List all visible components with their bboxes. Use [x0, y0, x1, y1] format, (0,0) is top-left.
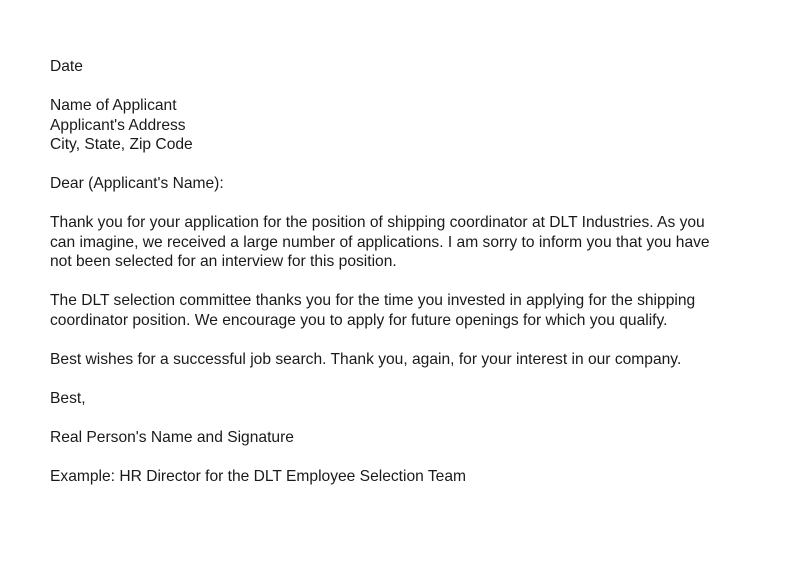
body-paragraph-1 [50, 213, 750, 272]
letter-date [50, 57, 750, 77]
closing [50, 389, 750, 409]
signature-text: Real Person's Name and Signature [50, 428, 294, 446]
recipient-block [50, 96, 750, 155]
body-paragraph-3-text: Best wishes for a successful job search. Thank you, again, for your interest in our company. [50, 350, 682, 368]
sender-title-text: Example: HR Director for the DLT Employee Selection Team [50, 467, 467, 485]
body-paragraph-2-line-1: The DLT selection committee thanks you for the time you invested in applying for the shipping [50, 292, 696, 309]
recipient-city-state-zip: City, State, Zip Code [50, 136, 193, 153]
body-paragraph-1-line-1: Thank you for your application for the position of shipping coordinator at DLT Industries. As you [50, 214, 705, 231]
salutation-text: Dear (Applicant's Name): [50, 175, 224, 192]
sender-title [50, 467, 750, 487]
closing-text: Best, [50, 389, 86, 407]
salutation [50, 174, 750, 194]
date-text: Date [50, 58, 83, 75]
recipient-name: Name of Applicant [50, 97, 177, 114]
body-paragraph-1-line-2: can imagine, we received a large number of applications. I am sorry to inform you that you have [50, 233, 710, 251]
rejection-letter [50, 57, 750, 486]
body-paragraph-3 [50, 350, 750, 370]
signature-block [50, 428, 750, 448]
body-paragraph-2 [50, 291, 750, 330]
body-paragraph-1-line-3: not been selected for an interview for this position. [50, 253, 397, 270]
recipient-address: Applicant's Address [50, 116, 186, 134]
body-paragraph-2-line-2: coordinator position. We encourage you to apply for future openings for which you qualify. [50, 311, 668, 329]
